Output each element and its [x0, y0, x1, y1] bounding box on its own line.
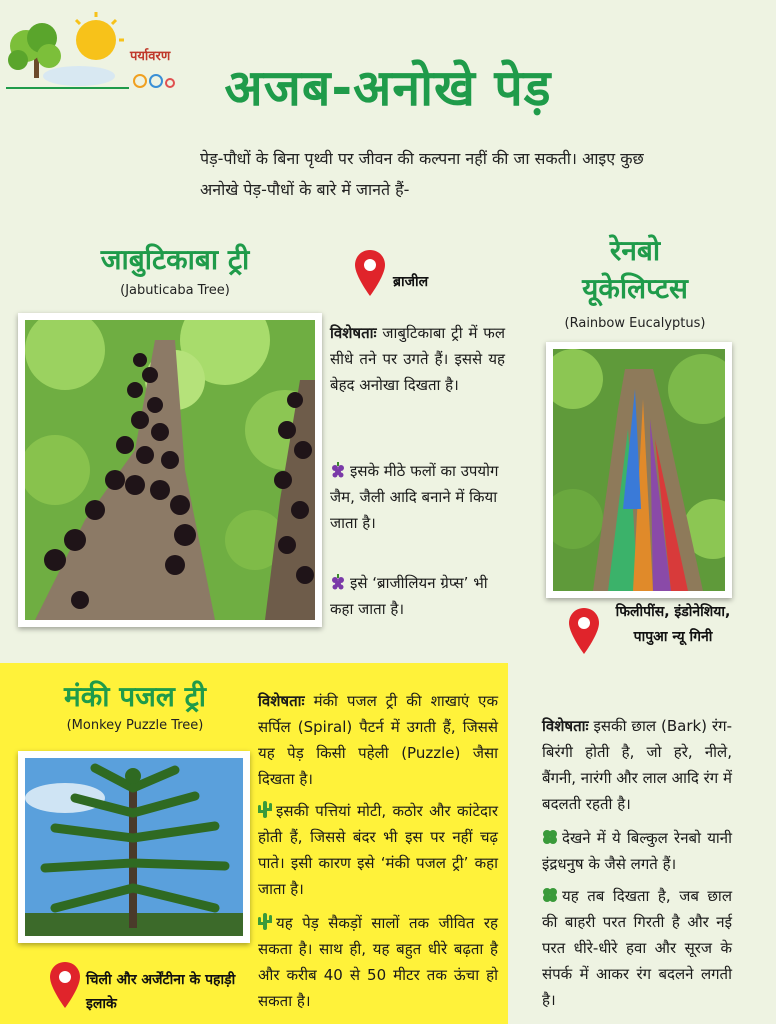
- jabuticaba-location: ब्राजील: [393, 274, 429, 290]
- feature-label: विशेषताः: [542, 717, 589, 735]
- jabuticaba-p2: इसके मीठे फलों का उपयोग जैम, जैली आदि बनाने में किया जाता है।: [330, 462, 499, 532]
- rainbow-eucalyptus-image: [553, 349, 725, 591]
- rainbow-bullet-2: [542, 883, 732, 1013]
- monkey-location-pin-icon: [50, 962, 80, 1012]
- jabuticaba-bullet-1: [330, 458, 505, 536]
- rainbow-location-pin-icon: [569, 608, 599, 658]
- rainbow-p3: यह तब दिखता है, जब छाल की बाहरी परत गिरती है और नई परत धीरे-धीरे हवा और सूरज के संपर्क में आकर रंग बदलने लगती है।: [542, 887, 732, 1009]
- jabuticaba-title: जाबुटिकाबा ट्री: [100, 243, 250, 276]
- clover-icon: [542, 887, 558, 903]
- rainbow-p2: देखने में ये बिल्कुल रेनबो यानी इंद्रधनुष के जैसे लगते हैं।: [542, 829, 732, 873]
- jabuticaba-location-pin-icon: [355, 250, 385, 300]
- monkey-title: मंकी पजल ट्री: [63, 680, 207, 713]
- monkey-bullet-1: [258, 798, 498, 902]
- cactus-icon: [258, 912, 272, 930]
- section-tag: पर्यावरण: [130, 49, 171, 64]
- feature-label: विशेषताः: [258, 692, 305, 710]
- rainbow-photo: [546, 342, 732, 598]
- monkey-puzzle-tree-image: [25, 758, 243, 936]
- jabuticaba-bullet-2: [330, 570, 505, 622]
- monkey-p2: इसकी पत्तियां मोटी, कठोर और कांटेदार होती हैं, जिससे बंदर भी इस पर नहीं चढ़ पाते। इसी कारण इसे ‘मंकी पजल ट्री’ कहा जाता है।: [258, 802, 498, 898]
- intro-text: पेड़-पौधों के बिना पृथ्वी पर जीवन की कल्पना नहीं की जा सकती। आइए कुछ अनोखे पेड़-पौधों के बारे में जानते हैं-: [200, 149, 644, 199]
- monkey-p1: मंकी पजल ट्री की शाखाएं एक सर्पिल (Spiral) पैटर्न में उगती हैं, जिससे यह पेड़ किसी पहेली (Puzzle) जैसा दिखता है।: [258, 692, 498, 788]
- jabuticaba-subtitle: (Jabuticaba Tree): [120, 283, 230, 298]
- monkey-p3: यह पेड़ सैकड़ों सालों तक जीवित रह सकता है। साथ ही, यह बहुत धीरे बढ़ता है और करीब 40 से 50 मीटर तक ऊंचा हो सकता है।: [258, 914, 498, 1010]
- grape-icon: [330, 462, 346, 478]
- clover-icon: [542, 829, 558, 845]
- grape-icon: [330, 574, 346, 590]
- rainbow-bullet-1: [542, 825, 732, 877]
- monkey-photo: [18, 751, 250, 943]
- rainbow-title: रेनबो यूकेलिप्टस: [582, 234, 688, 305]
- rainbow-p1: इसकी छाल (Bark) रंग-बिरंगी होती है, जो हरे, नीले, बैंगनी, नारंगी और लाल आदि रंग में बदलती रहती है।: [542, 717, 732, 813]
- cactus-icon: [258, 800, 272, 818]
- monkey-bullet-2: [258, 910, 498, 1014]
- rainbow-description: [542, 713, 732, 817]
- jabuticaba-description: [330, 320, 505, 398]
- monkey-description: [258, 688, 498, 792]
- rainbow-subtitle: (Rainbow Eucalyptus): [564, 316, 706, 331]
- jabuticaba-p3: इसे ‘ब्राजीलियन ग्रेप्स’ भी कहा जाता है।: [330, 574, 488, 618]
- jabuticaba-tree-image: [25, 320, 315, 620]
- jabuticaba-p1: जाबुटिकाबा ट्री में फल सीधे तने पर उगते हैं। इससे यह बेहद अनोखा दिखता है।: [330, 324, 505, 394]
- jabuticaba-photo: [18, 313, 322, 627]
- rainbow-location: फिलीपींस, इंडोनेशिया, पापुआ न्यू गिनी: [615, 604, 731, 645]
- page-title: अजब-अनोखे पेड़: [224, 59, 552, 117]
- feature-label: विशेषताः: [330, 324, 377, 342]
- monkey-location: चिली और अर्जेंटीना के पहाड़ी इलाके: [86, 972, 236, 1012]
- monkey-subtitle: (Monkey Puzzle Tree): [66, 718, 204, 733]
